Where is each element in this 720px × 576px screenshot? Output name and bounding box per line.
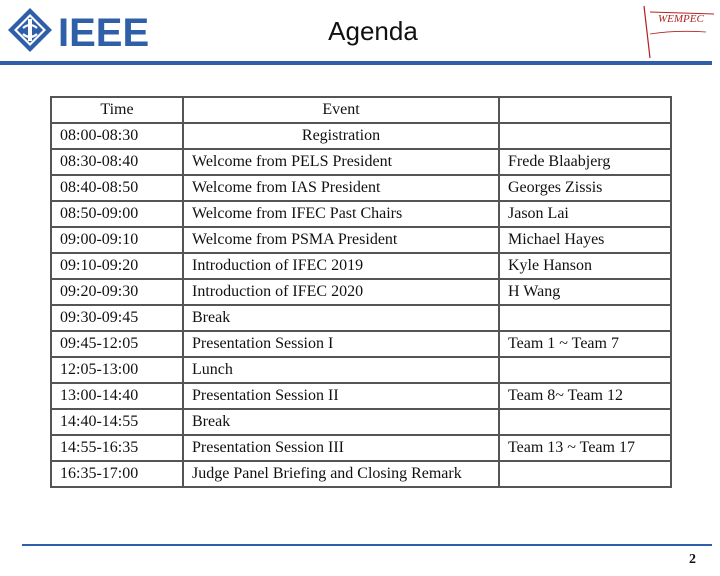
header-event: Event (183, 97, 499, 123)
page-title: Agenda (328, 16, 418, 46)
person-cell: Team 13 ~ Team 17 (499, 435, 671, 461)
table-row (51, 305, 671, 331)
time-cell: 08:00-08:30 (51, 123, 183, 149)
time-cell: 08:50-09:00 (51, 201, 183, 227)
header-person (499, 97, 671, 123)
table-row (51, 123, 671, 149)
header-rule (0, 61, 712, 65)
footer-rule (22, 544, 712, 546)
person-cell: Team 1 ~ Team 7 (499, 331, 671, 357)
person-cell: Kyle Hanson (499, 253, 671, 279)
wempec-logo-text: WEMPEC (658, 13, 704, 25)
header-time: Time (51, 97, 183, 123)
person-cell (499, 357, 671, 383)
event-cell: Registration (183, 123, 499, 149)
person-cell: Team 8~ Team 12 (499, 383, 671, 409)
event-cell: Presentation Session III (183, 435, 499, 461)
person-cell: H Wang (499, 279, 671, 305)
time-cell: 08:30-08:40 (51, 149, 183, 175)
event-cell: Introduction of IFEC 2019 (183, 253, 499, 279)
person-cell: Michael Hayes (499, 227, 671, 253)
event-cell: Presentation Session II (183, 383, 499, 409)
table-row (51, 461, 671, 487)
table-row (51, 279, 671, 305)
table-row (51, 201, 671, 227)
time-cell: 14:55-16:35 (51, 435, 183, 461)
person-cell (499, 461, 671, 487)
table-row (51, 357, 671, 383)
person-cell (499, 409, 671, 435)
person-cell (499, 305, 671, 331)
time-cell: 12:05-13:00 (51, 357, 183, 383)
table-row (51, 175, 671, 201)
table-row (51, 227, 671, 253)
person-cell: Georges Zissis (499, 175, 671, 201)
table-row (51, 149, 671, 175)
table-row (51, 331, 671, 357)
table-row (51, 409, 671, 435)
event-cell: Welcome from IFEC Past Chairs (183, 201, 499, 227)
event-cell: Welcome from PELS President (183, 149, 499, 175)
event-cell: Introduction of IFEC 2020 (183, 279, 499, 305)
time-cell: 09:20-09:30 (51, 279, 183, 305)
time-cell: 13:00-14:40 (51, 383, 183, 409)
wempec-logo-icon (636, 2, 716, 62)
table-header-row (51, 97, 671, 123)
wempec-logo (636, 2, 716, 62)
time-cell: 14:40-14:55 (51, 409, 183, 435)
event-cell: Break (183, 305, 499, 331)
table-row (51, 253, 671, 279)
person-cell: Frede Blaabjerg (499, 149, 671, 175)
table-row (51, 435, 671, 461)
event-cell: Judge Panel Briefing and Closing Remark (183, 461, 499, 487)
time-cell: 08:40-08:50 (51, 175, 183, 201)
event-cell: Presentation Session I (183, 331, 499, 357)
time-cell: 16:35-17:00 (51, 461, 183, 487)
ieee-logo-text: IEEE (58, 11, 150, 54)
time-cell: 09:00-09:10 (51, 227, 183, 253)
person-cell: Jason Lai (499, 201, 671, 227)
event-cell: Welcome from IAS President (183, 175, 499, 201)
table-row (51, 383, 671, 409)
page-number: 2 (689, 552, 696, 567)
event-cell: Break (183, 409, 499, 435)
agenda-table (50, 96, 672, 488)
time-cell: 09:45-12:05 (51, 331, 183, 357)
event-cell: Welcome from PSMA President (183, 227, 499, 253)
person-cell (499, 123, 671, 149)
event-cell: Lunch (183, 357, 499, 383)
time-cell: 09:30-09:45 (51, 305, 183, 331)
time-cell: 09:10-09:20 (51, 253, 183, 279)
